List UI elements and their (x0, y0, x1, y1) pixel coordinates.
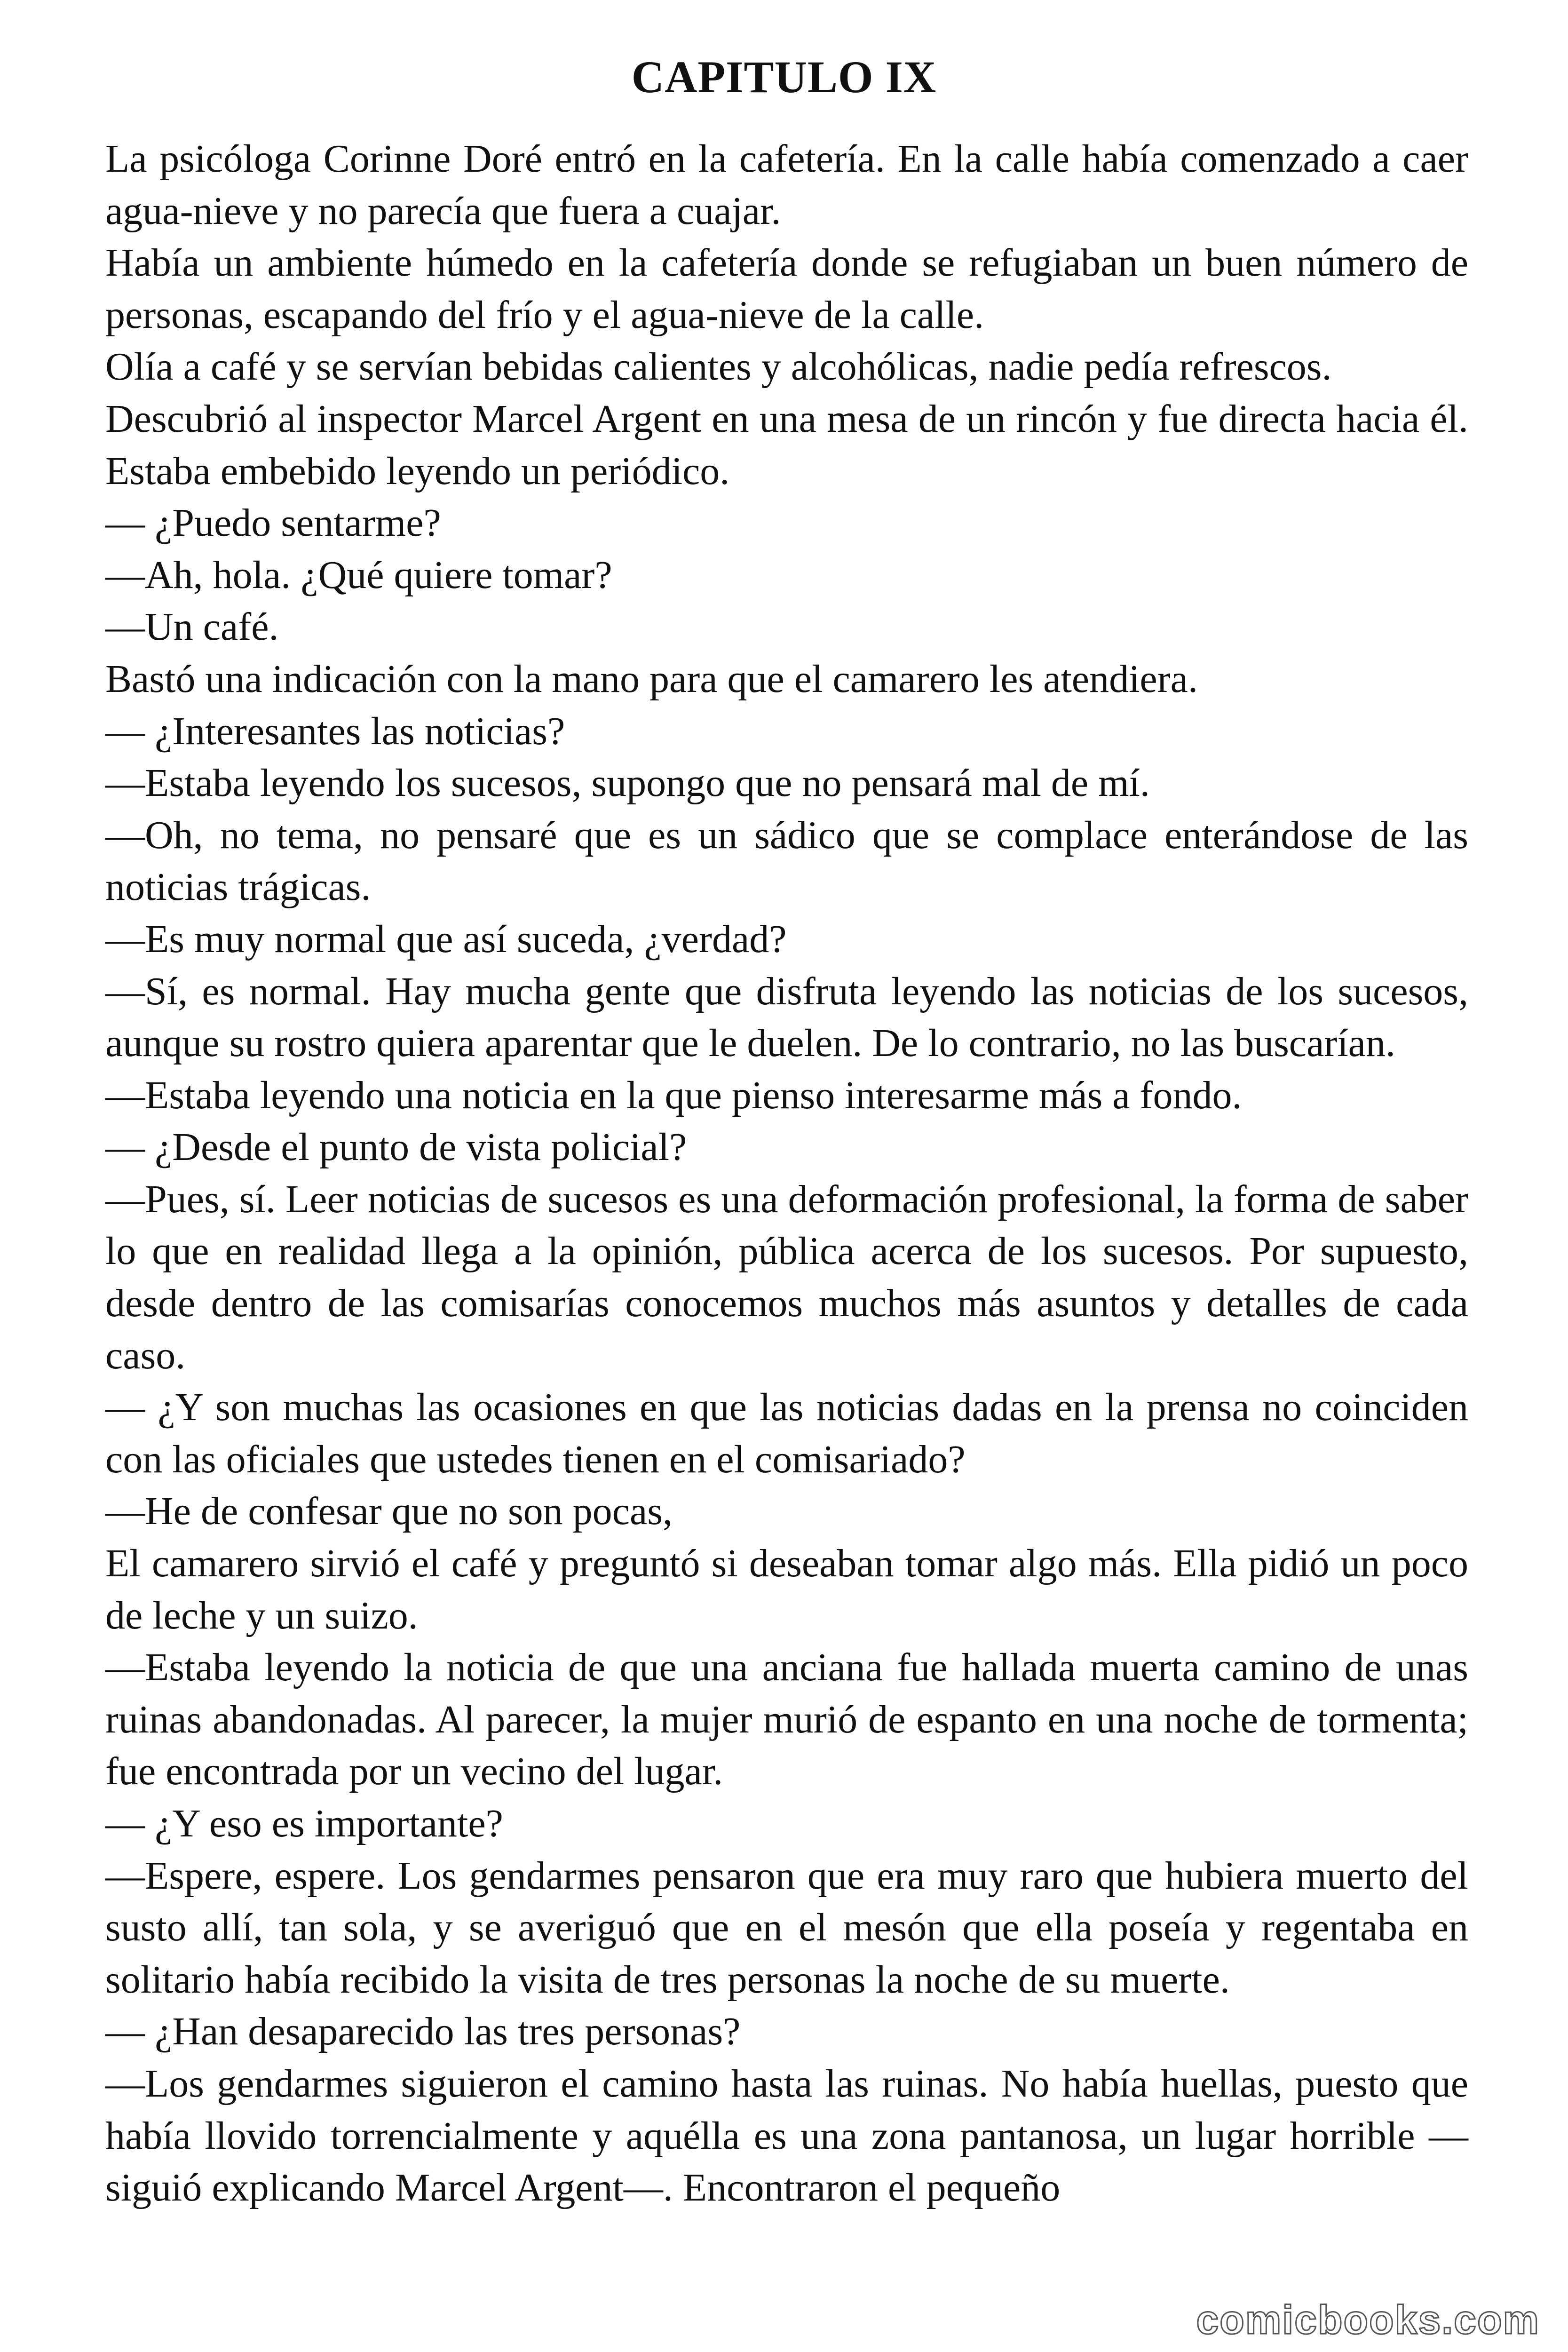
dialogue-line: — ¿Han desaparecido las tres personas? (105, 2010, 741, 2054)
paragraph: El camarero sirvió el café y preguntó si deseaban tomar algo más. Ella pidió un poco de leche y un suizo. (105, 1542, 1468, 1637)
body-text (105, 133, 1468, 2214)
dialogue-line: —Espere, espere. Los gendarmes pensaron que era muy raro que hubiera muerto del susto allí, tan sola, y se averiguó que en el mesón que ella poseía y regentaba en solitario había recibido la visita de tres personas la noche de su muerte. (105, 1853, 1468, 2002)
dialogue-line: —Los gendarmes siguieron el camino hasta las ruinas. No había huellas, puesto que había llovido torrencialmente y aquélla es una zona pantanosa, un lugar horrible —siguió explicando Marcel Argent—. Encontraron el pequeño (105, 2061, 1468, 2210)
dialogue-line: —Estaba leyendo los sucesos, supongo que no pensará mal de mí. (105, 761, 1150, 805)
dialogue-line: —Ah, hola. ¿Qué quiere tomar? (105, 553, 612, 597)
paragraph: Bastó una indicación con la mano para que el camarero les atendiera. (105, 657, 1198, 701)
dialogue-line: — ¿Interesantes las noticias? (105, 709, 565, 753)
dialogue-line: — ¿Desde el punto de vista policial? (105, 1125, 687, 1169)
paragraph: Descubrió al inspector Marcel Argent en una mesa de un rincón y fue directa hacia él. Estaba embebido leyendo un periódico. (105, 397, 1468, 493)
paragraph: Olía a café y se servían bebidas calientes y alcohólicas, nadie pedía refrescos. (105, 345, 1332, 389)
dialogue-line: — ¿Y son muchas las ocasiones en que las noticias dadas en la prensa no coinciden con las oficiales que ustedes tienen en el comisariado? (105, 1385, 1468, 1481)
dialogue-line: —Es muy normal que así suceda, ¿verdad? (105, 917, 787, 961)
dialogue-line: —He de confesar que no son pocas, (105, 1489, 673, 1534)
paragraph: Había un ambiente húmedo en la cafetería donde se refugiaban un buen número de personas, escapando del frío y el agua-nieve de la calle. (105, 241, 1468, 337)
dialogue-line: —Sí, es normal. Hay mucha gente que disfruta leyendo las noticias de los sucesos, aunque su rostro quiera aparentar que le duelen. De lo contrario, no las buscarían. (105, 969, 1468, 1065)
dialogue-line: —Pues, sí. Leer noticias de sucesos es una deformación profesional, la forma de saber lo que en realidad llega a la opinión, pública acerca de los sucesos. Por supuesto, desde dentro de las comisarías conocemos muchos más asuntos y detalles de cada caso. (105, 1177, 1468, 1377)
paragraph: La psicóloga Corinne Doré entró en la cafetería. En la calle había comenzado a caer agua-nieve y no parecía que fuera a cuajar. (105, 137, 1468, 233)
chapter-title: CAPITULO IX (631, 52, 937, 103)
dialogue-line: —Un café. (105, 605, 279, 649)
dialogue-line: — ¿Y eso es importante? (105, 1802, 503, 1845)
watermark-logo: comicbooks.com (1196, 2297, 1540, 2343)
dialogue-line: — ¿Puedo sentarme? (105, 501, 441, 545)
dialogue-line: —Estaba leyendo una noticia en la que pienso interesarme más a fondo. (105, 1073, 1242, 1117)
dialogue-line: —Oh, no tema, no pensaré que es un sádico que se complace enterándose de las noticias trágicas. (105, 813, 1468, 909)
dialogue-line: —Estaba leyendo la noticia de que una anciana fue hallada muerta camino de unas ruinas abandonadas. Al parecer, la mujer murió de espanto en una noche de tormenta; fue encontrada por un vecino del lugar. (105, 1645, 1468, 1794)
